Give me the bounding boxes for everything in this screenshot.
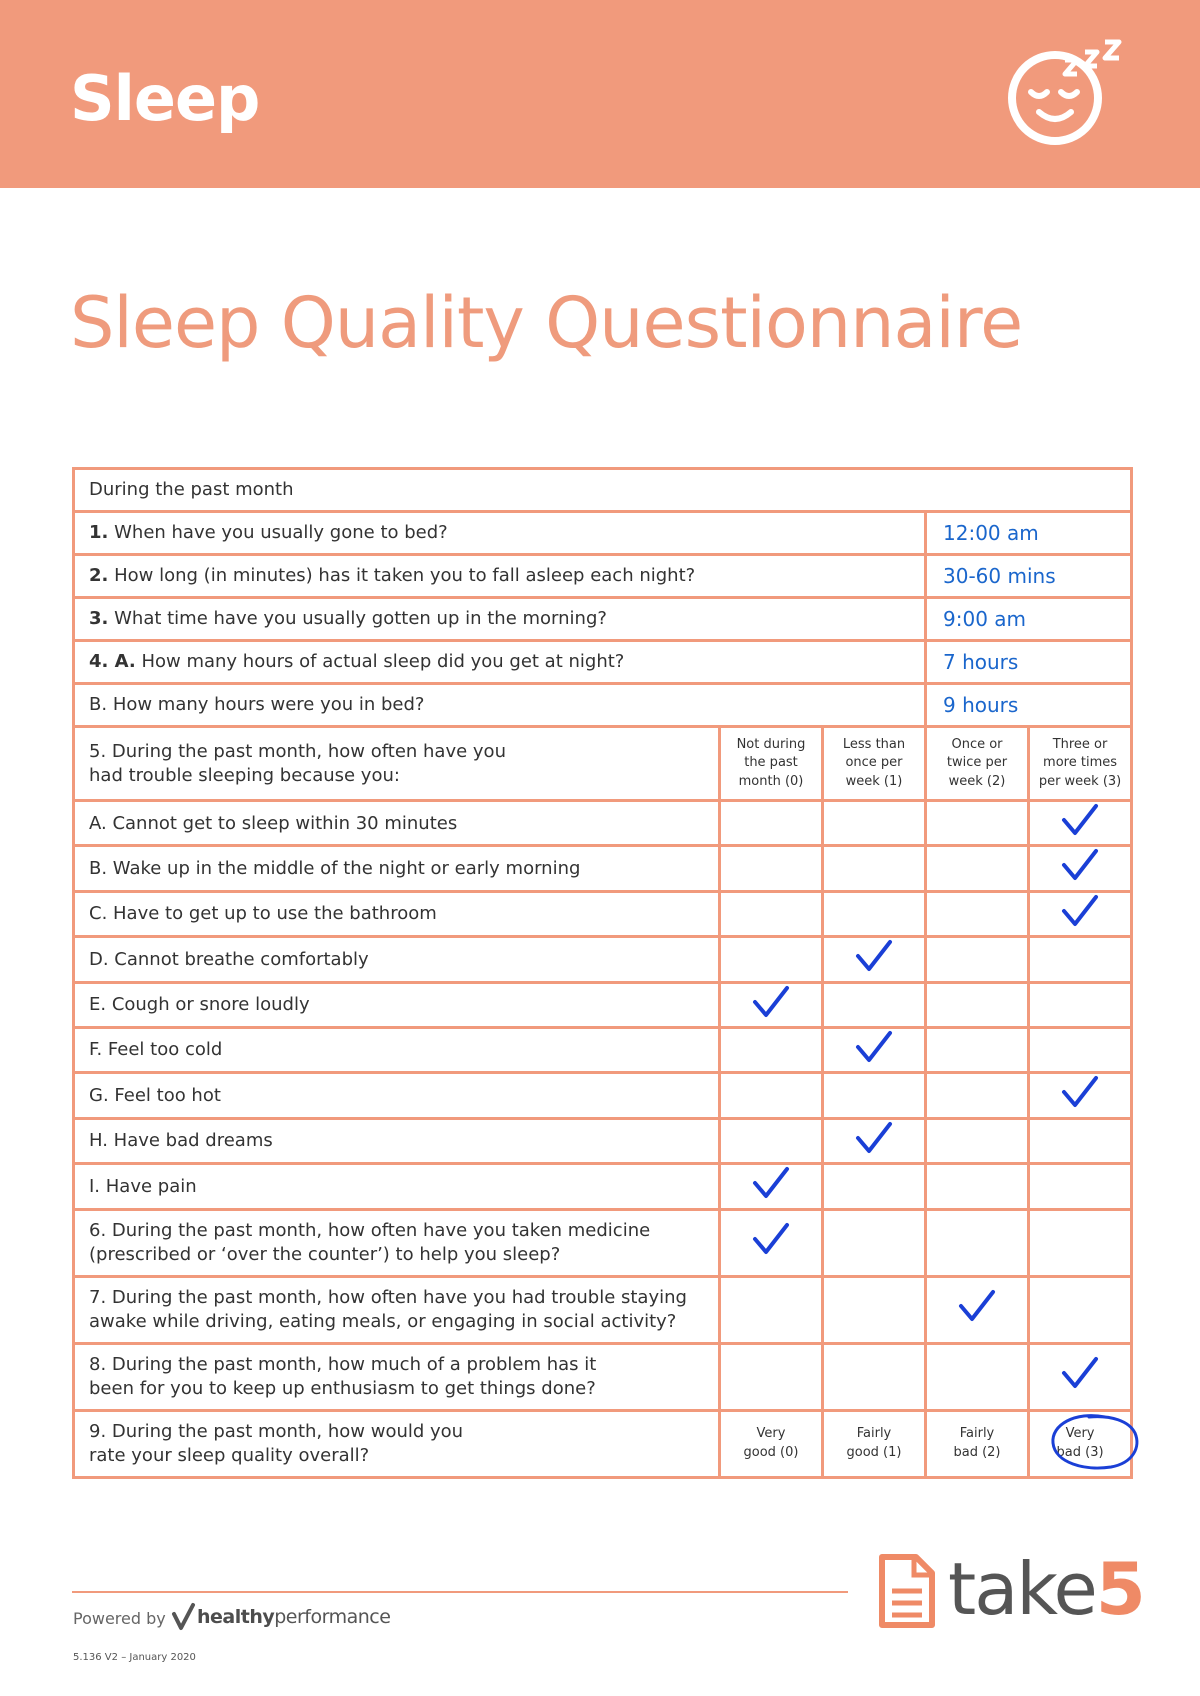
checkmark-icon: [1060, 1074, 1100, 1110]
checkmark-icon: [957, 1288, 997, 1324]
answer-cell[interactable]: [823, 1073, 926, 1118]
item-row: [74, 1027, 1132, 1072]
question-row: [74, 684, 1132, 727]
answer-cell[interactable]: [720, 1027, 823, 1072]
answer-cell[interactable]: [823, 801, 926, 846]
answer-cell[interactable]: [823, 1209, 926, 1276]
option-header-3: Three or more times per week (3): [1029, 727, 1132, 801]
question-2: 2. How long (in minutes) has it taken you to fall asleep each night?: [74, 555, 926, 598]
question-5: 5. During the past month, how often have you had trouble sleeping because you:: [74, 727, 720, 801]
item-row: [74, 891, 1132, 936]
answer-cell[interactable]: [823, 937, 926, 982]
answer-cell[interactable]: [1029, 982, 1132, 1027]
checkmark-icon: [854, 1120, 894, 1156]
answer-cell[interactable]: [823, 1118, 926, 1163]
document-title: Sleep Quality Questionnaire: [70, 282, 1023, 364]
take5-logo: take5: [948, 1547, 1144, 1631]
option-header-0: Not during the past month (0): [720, 727, 823, 801]
answer-2[interactable]: 30-60 mins: [926, 555, 1132, 598]
answer-cell[interactable]: [926, 1164, 1029, 1209]
question-3: 3. What time have you usually gotten up in the morning?: [74, 598, 926, 641]
footer-divider: [72, 1591, 848, 1593]
answer-cell[interactable]: [720, 1276, 823, 1343]
document-icon: [878, 1553, 936, 1629]
answer-cell[interactable]: [1029, 937, 1132, 982]
item-text: D. Cannot breathe comfortably: [74, 937, 720, 982]
item-text: A. Cannot get to sleep within 30 minutes: [74, 801, 720, 846]
answer-cell[interactable]: [926, 1209, 1029, 1276]
answer-cell[interactable]: [720, 1073, 823, 1118]
question-7: 7. During the past month, how often have you had trouble staying awake while driving, eating meals, or engaging in social activity?: [74, 1276, 720, 1343]
healthy-performance-logo: healthyperformance: [197, 1606, 391, 1628]
checkmark-icon: [1060, 802, 1100, 838]
question-1: 1. When have you usually gone to bed?: [74, 512, 926, 555]
item-text: G. Feel too hot: [74, 1073, 720, 1118]
answer-cell[interactable]: [926, 1027, 1029, 1072]
answer-cell[interactable]: [823, 891, 926, 936]
answer-cell[interactable]: [823, 1027, 926, 1072]
item-row: [74, 982, 1132, 1027]
answer-cell[interactable]: [1029, 1343, 1132, 1410]
answer-cell[interactable]: [1029, 801, 1132, 846]
version-label: 5.136 V2 – January 2020: [73, 1652, 196, 1663]
answer-cell[interactable]: [926, 1118, 1029, 1163]
checkmark-icon: [854, 1029, 894, 1065]
answer-cell[interactable]: [720, 891, 823, 936]
question-6: 6. During the past month, how often have you taken medicine (prescribed or ‘over the counter’) to help you sleep?: [74, 1209, 720, 1276]
answer-cell[interactable]: [720, 982, 823, 1027]
question-row: [74, 1209, 1132, 1276]
healthy-performance-logo-icon: [171, 1602, 197, 1632]
header-bar: [0, 0, 1200, 188]
answer-cell[interactable]: [1029, 891, 1132, 936]
item-rows: [74, 801, 1132, 1210]
answer-cell[interactable]: [926, 891, 1029, 936]
answer-cell[interactable]: [720, 801, 823, 846]
question-row: [74, 1410, 1132, 1477]
rating-option-1[interactable]: Fairly good (1): [823, 1410, 926, 1477]
option-header-2: Once or twice per week (2): [926, 727, 1029, 801]
header-title: Sleep: [70, 62, 260, 135]
hand-drawn-circle-icon: [1045, 1411, 1143, 1473]
sleeping-face-icon: [1005, 38, 1130, 148]
checkmark-icon: [1060, 1355, 1100, 1391]
answer-cell[interactable]: [1029, 1027, 1132, 1072]
answer-cell[interactable]: [926, 1276, 1029, 1343]
option-header-1: Less than once per week (1): [823, 727, 926, 801]
question-row: [74, 598, 1132, 641]
item-text: I. Have pain: [74, 1164, 720, 1209]
answer-cell[interactable]: [926, 1073, 1029, 1118]
item-row: [74, 937, 1132, 982]
checkmark-icon: [1060, 847, 1100, 883]
question-row: [74, 512, 1132, 555]
answer-cell[interactable]: [720, 846, 823, 891]
item-text: H. Have bad dreams: [74, 1118, 720, 1163]
answer-cell[interactable]: [823, 1276, 926, 1343]
answer-cell[interactable]: [720, 1343, 823, 1410]
intro-row: [74, 469, 1132, 512]
question-row: [74, 555, 1132, 598]
powered-by-label: Powered by: [73, 1609, 166, 1628]
answer-cell[interactable]: [1029, 1164, 1132, 1209]
item-text: E. Cough or snore loudly: [74, 982, 720, 1027]
answer-cell[interactable]: [1029, 846, 1132, 891]
answer-cell[interactable]: [1029, 1118, 1132, 1163]
item-text: C. Have to get up to use the bathroom: [74, 891, 720, 936]
intro-text: During the past month: [74, 469, 1132, 512]
answer-cell[interactable]: [926, 982, 1029, 1027]
selected-rating: Very bad (3): [1057, 1425, 1104, 1461]
answer-cell[interactable]: [926, 937, 1029, 982]
checkmark-icon: [854, 938, 894, 974]
answer-cell[interactable]: [926, 801, 1029, 846]
item-row: [74, 1073, 1132, 1118]
question-4b: B. How many hours were you in bed?: [74, 684, 926, 727]
answer-cell[interactable]: [720, 1209, 823, 1276]
checkmark-icon: [751, 984, 791, 1020]
item-row: [74, 846, 1132, 891]
answer-cell[interactable]: [926, 846, 1029, 891]
question-8: 8. During the past month, how much of a problem has it been for you to keep up enthusiasm to get things done?: [74, 1343, 720, 1410]
answer-cell[interactable]: [823, 846, 926, 891]
answer-cell[interactable]: [1029, 1209, 1132, 1276]
question-5-header-row: [74, 727, 1132, 801]
item-text: B. Wake up in the middle of the night or early morning: [74, 846, 720, 891]
question-9: 9. During the past month, how would you rate your sleep quality overall?: [74, 1410, 720, 1477]
rating-option-0[interactable]: Very good (0): [720, 1410, 823, 1477]
answer-4a[interactable]: 7 hours: [926, 641, 1132, 684]
answer-cell[interactable]: [823, 982, 926, 1027]
item-row: [74, 1118, 1132, 1163]
answer-cell[interactable]: [823, 1164, 926, 1209]
rating-option-2[interactable]: Fairly bad (2): [926, 1410, 1029, 1477]
answer-1[interactable]: 12:00 am: [926, 512, 1132, 555]
answer-cell[interactable]: [720, 1164, 823, 1209]
question-row: [74, 1343, 1132, 1410]
question-row: [74, 1276, 1132, 1343]
item-row: [74, 801, 1132, 846]
answer-cell[interactable]: [926, 1343, 1029, 1410]
item-text: F. Feel too cold: [74, 1027, 720, 1072]
questionnaire-table: [72, 467, 1133, 1479]
answer-cell[interactable]: [823, 1343, 926, 1410]
answer-3[interactable]: 9:00 am: [926, 598, 1132, 641]
checkmark-icon: [751, 1165, 791, 1201]
answer-4b[interactable]: 9 hours: [926, 684, 1132, 727]
checkmark-icon: [1060, 893, 1100, 929]
item-row: [74, 1164, 1132, 1209]
answer-cell[interactable]: [1029, 1073, 1132, 1118]
question-4a: 4. A. How many hours of actual sleep did you get at night?: [74, 641, 926, 684]
answer-cell[interactable]: [720, 937, 823, 982]
rating-option-3[interactable]: [1029, 1410, 1132, 1477]
answer-cell[interactable]: [720, 1118, 823, 1163]
checkmark-icon: [751, 1221, 791, 1257]
question-row: [74, 641, 1132, 684]
answer-cell[interactable]: [1029, 1276, 1132, 1343]
